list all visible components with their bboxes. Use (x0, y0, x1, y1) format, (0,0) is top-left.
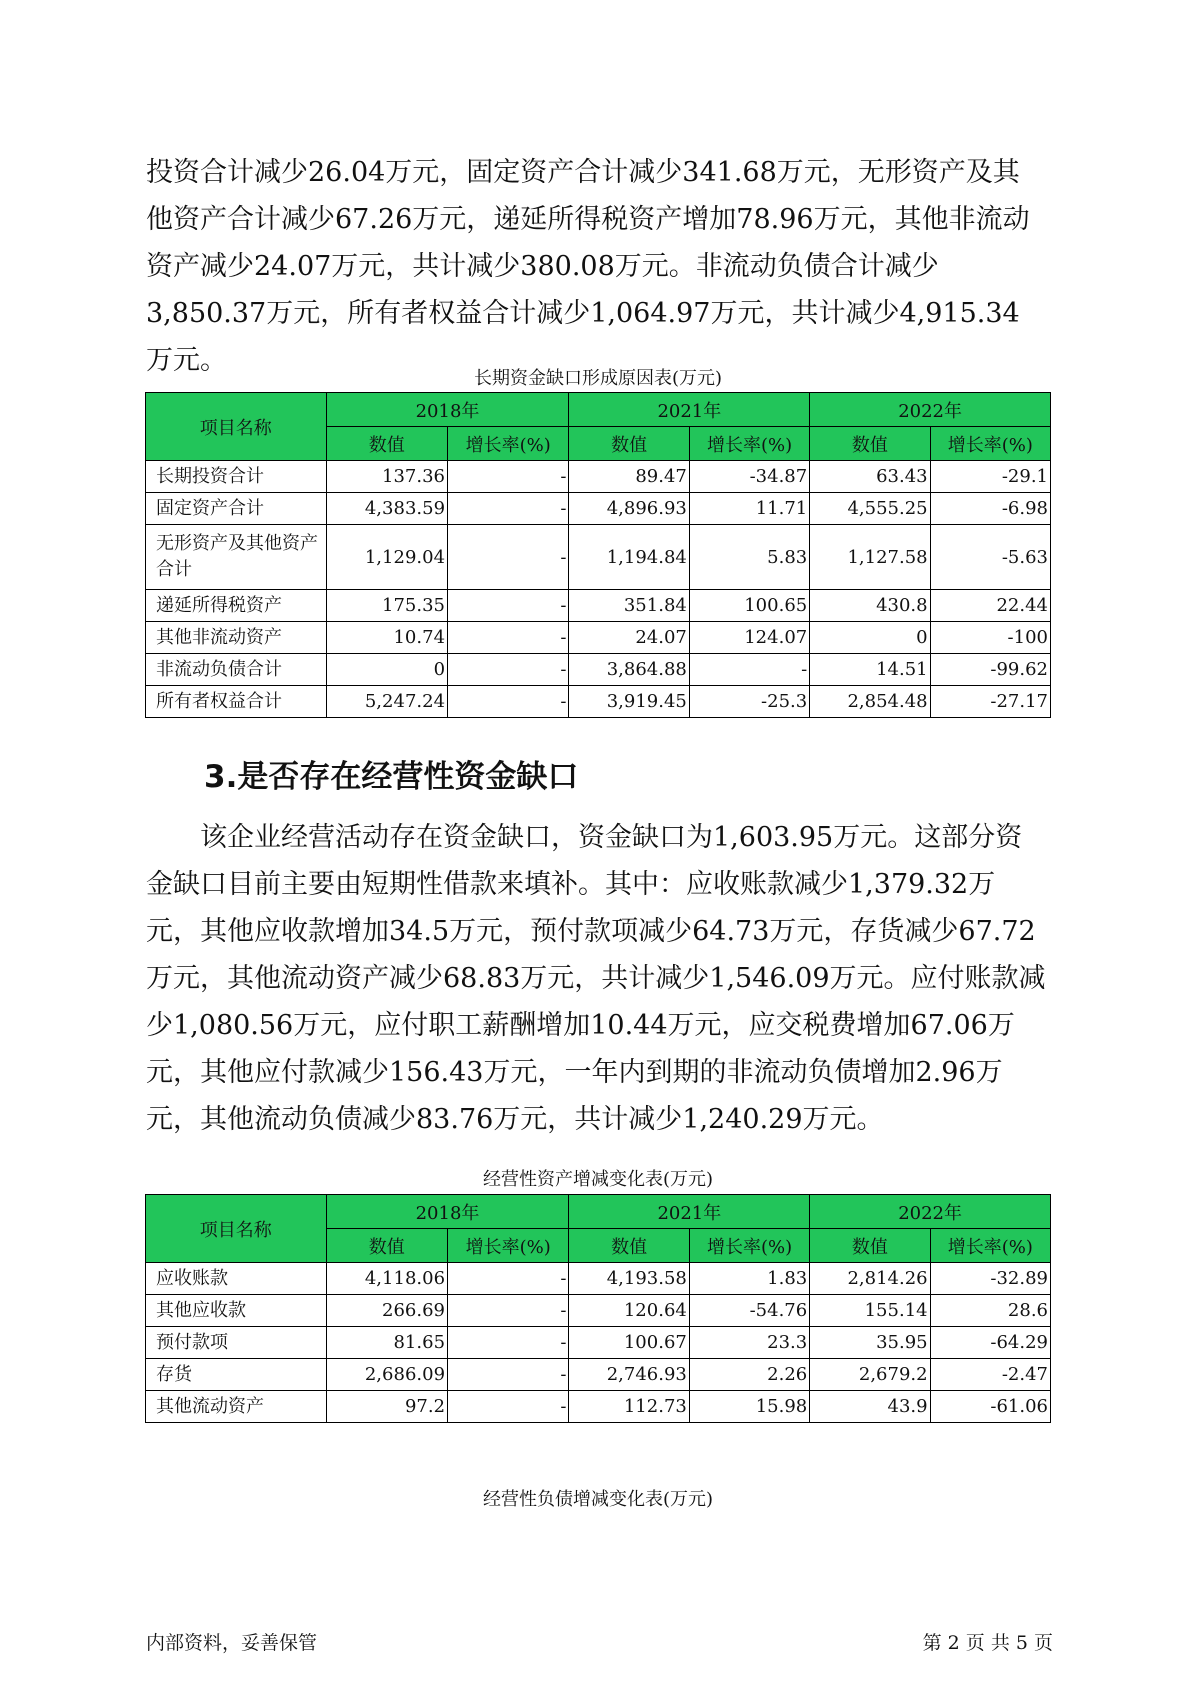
row-label: 非流动负债合计 (146, 654, 327, 686)
value-cell: 89.47 (569, 461, 689, 493)
intro-paragraph: 投资合计减少26.04万元，固定资产合计减少341.68万元，无形资产及其他资产合计减少67.26万元，递延所得税资产增加78.96万元，其他非流动资产减少24.07万元，共计减少380.08万元。非流动负债合计减少3,850.37万元，所有者权益合计减少1,064.97万元，共计减少4,915.34万元。 (146, 157, 1030, 376)
growth-rate-cell: - (448, 461, 569, 493)
growth-rate-cell: 100.65 (689, 590, 809, 622)
growth-rate-cell: - (448, 590, 569, 622)
row-label: 长期投资合计 (146, 461, 327, 493)
growth-rate-cell: - (448, 1263, 569, 1295)
growth-rate-header: 增长率(%) (448, 1229, 569, 1263)
growth-rate-cell: - (448, 1359, 569, 1391)
value-cell: 2,814.26 (810, 1263, 930, 1295)
growth-rate-cell: -54.76 (689, 1295, 809, 1327)
growth-rate-cell: 22.44 (930, 590, 1050, 622)
growth-rate-cell: -99.62 (930, 654, 1050, 686)
year-header: 2018年 (326, 1195, 569, 1229)
value-cell: 2,746.93 (569, 1359, 689, 1391)
year-header: 2021年 (569, 393, 810, 427)
value-header: 数值 (326, 427, 447, 461)
value-cell: 5,247.24 (326, 686, 447, 718)
growth-rate-cell: 1.83 (689, 1263, 809, 1295)
growth-rate-cell: -34.87 (689, 461, 809, 493)
growth-rate-cell: - (448, 622, 569, 654)
growth-rate-cell: -29.1 (930, 461, 1050, 493)
footer-confidential-note: 内部资料，妥善保管 (146, 1632, 318, 1654)
table-row (146, 1263, 1051, 1295)
growth-rate-cell: -27.17 (930, 686, 1050, 718)
table2-caption: 经营性资产增减变化表(万元) (482, 1169, 714, 1190)
growth-rate-cell: -100 (930, 622, 1050, 654)
row-label: 固定资产合计 (146, 493, 327, 525)
long-term-funding-gap-table (145, 392, 1051, 718)
growth-rate-cell: 5.83 (689, 525, 809, 590)
value-cell: 112.73 (569, 1391, 689, 1423)
growth-rate-cell: - (448, 493, 569, 525)
growth-rate-header: 增长率(%) (930, 427, 1050, 461)
row-label: 应收账款 (146, 1263, 327, 1295)
value-cell: 351.84 (569, 590, 689, 622)
operating-gap-paragraph: 该企业经营活动存在资金缺口，资金缺口为1,603.95万元。这部分资金缺口目前主要由短期性借款来填补。其中：应收账款减少1,379.32万元，其他应收款增加34.5万元，预付款项减少64.73万元，存货减少67.72万元，其他流动资产减少68.83万元，共计减少1,546.09万元。应付账款减少1,080.56万元，应付职工薪酬增加10.44万元，应交税费增加67.06万元，其他应付款减少156.43万元，一年内到期的非流动负债增加2.96万元，其他流动负债减少83.76万元，共计减少1,240.29万元。 (146, 822, 1046, 1135)
footer-page-number: 第 2 页 共 5 页 (922, 1632, 1053, 1654)
growth-rate-cell: -25.3 (689, 686, 809, 718)
growth-rate-cell: - (448, 686, 569, 718)
growth-rate-header: 增长率(%) (689, 1229, 809, 1263)
table-row (146, 1327, 1051, 1359)
value-header: 数值 (569, 427, 689, 461)
value-cell: 81.65 (326, 1327, 447, 1359)
growth-rate-cell: - (689, 654, 809, 686)
growth-rate-cell: - (448, 654, 569, 686)
table-row (146, 622, 1051, 654)
growth-rate-cell: -32.89 (930, 1263, 1050, 1295)
value-cell: 97.2 (326, 1391, 447, 1423)
growth-rate-cell: - (448, 1295, 569, 1327)
section-heading: 3.是否存在经营性资金缺口 (204, 759, 579, 795)
value-cell: 120.64 (569, 1295, 689, 1327)
value-cell: 175.35 (326, 590, 447, 622)
value-cell: 4,555.25 (810, 493, 930, 525)
value-cell: 43.9 (810, 1391, 930, 1423)
growth-rate-header: 增长率(%) (689, 427, 809, 461)
row-label: 其他非流动资产 (146, 622, 327, 654)
value-cell: 35.95 (810, 1327, 930, 1359)
table-row (146, 686, 1051, 718)
value-header: 数值 (326, 1229, 447, 1263)
row-label: 预付款项 (146, 1327, 327, 1359)
value-cell: 3,919.45 (569, 686, 689, 718)
value-cell: 100.67 (569, 1327, 689, 1359)
value-cell: 10.74 (326, 622, 447, 654)
value-cell: 3,864.88 (569, 654, 689, 686)
value-cell: 0 (810, 622, 930, 654)
table-row (146, 590, 1051, 622)
growth-rate-cell: -64.29 (930, 1327, 1050, 1359)
growth-rate-cell: -5.63 (930, 525, 1050, 590)
growth-rate-cell: 15.98 (689, 1391, 809, 1423)
value-cell: 137.36 (326, 461, 447, 493)
value-header: 数值 (810, 1229, 930, 1263)
value-cell: 4,118.06 (326, 1263, 447, 1295)
operating-assets-table (145, 1194, 1051, 1423)
year-header: 2018年 (326, 393, 569, 427)
item-name-header: 项目名称 (146, 393, 327, 461)
row-label: 其他应收款 (146, 1295, 327, 1327)
value-cell: 4,193.58 (569, 1263, 689, 1295)
item-name-header: 项目名称 (146, 1195, 327, 1263)
growth-rate-cell: 2.26 (689, 1359, 809, 1391)
value-header: 数值 (810, 427, 930, 461)
table-row (146, 525, 1051, 590)
growth-rate-cell: -61.06 (930, 1391, 1050, 1423)
value-header: 数值 (569, 1229, 689, 1263)
growth-rate-cell: 28.6 (930, 1295, 1050, 1327)
value-cell: 2,686.09 (326, 1359, 447, 1391)
table-row (146, 1295, 1051, 1327)
table-row (146, 1359, 1051, 1391)
value-cell: 24.07 (569, 622, 689, 654)
row-label: 存货 (146, 1359, 327, 1391)
growth-rate-header: 增长率(%) (448, 427, 569, 461)
growth-rate-cell: - (448, 1391, 569, 1423)
growth-rate-cell: 11.71 (689, 493, 809, 525)
year-header: 2021年 (569, 1195, 810, 1229)
growth-rate-header: 增长率(%) (930, 1229, 1050, 1263)
value-cell: 2,679.2 (810, 1359, 930, 1391)
table3-caption: 经营性负债增减变化表(万元) (482, 1489, 714, 1510)
table-row (146, 654, 1051, 686)
row-label: 其他流动资产 (146, 1391, 327, 1423)
table-row (146, 461, 1051, 493)
growth-rate-cell: - (448, 1327, 569, 1359)
value-cell: 14.51 (810, 654, 930, 686)
table-row (146, 1391, 1051, 1423)
row-label: 递延所得税资产 (146, 590, 327, 622)
growth-rate-cell: 23.3 (689, 1327, 809, 1359)
value-cell: 2,854.48 (810, 686, 930, 718)
value-cell: 63.43 (810, 461, 930, 493)
growth-rate-cell: - (448, 525, 569, 590)
value-cell: 4,383.59 (326, 493, 447, 525)
value-cell: 0 (326, 654, 447, 686)
row-label: 所有者权益合计 (146, 686, 327, 718)
value-cell: 4,896.93 (569, 493, 689, 525)
growth-rate-cell: -6.98 (930, 493, 1050, 525)
growth-rate-cell: -2.47 (930, 1359, 1050, 1391)
value-cell: 155.14 (810, 1295, 930, 1327)
value-cell: 1,194.84 (569, 525, 689, 590)
value-cell: 1,127.58 (810, 525, 930, 590)
year-header: 2022年 (810, 1195, 1051, 1229)
row-label: 无形资产及其他资产合计 (146, 525, 327, 590)
value-cell: 1,129.04 (326, 525, 447, 590)
table1-caption: 长期资金缺口形成原因表(万元) (473, 368, 723, 389)
value-cell: 266.69 (326, 1295, 447, 1327)
growth-rate-cell: 124.07 (689, 622, 809, 654)
value-cell: 430.8 (810, 590, 930, 622)
year-header: 2022年 (810, 393, 1051, 427)
table-row (146, 493, 1051, 525)
